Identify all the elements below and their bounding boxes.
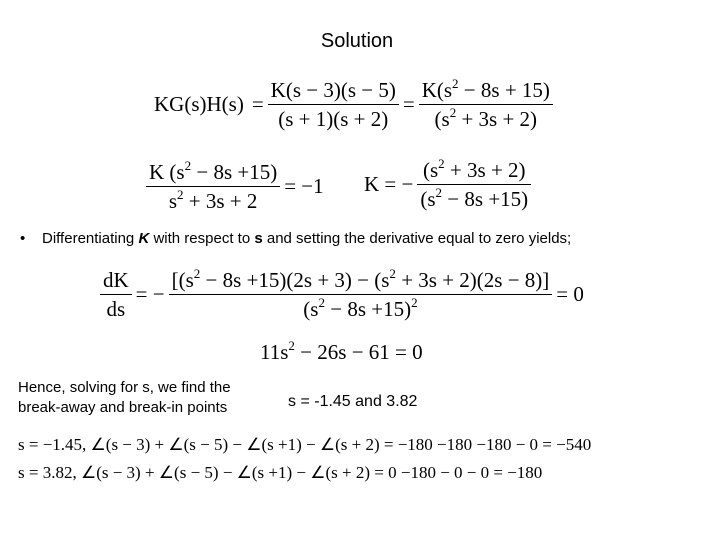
- eq4-ds: ds: [106, 297, 126, 322]
- equation-characteristic: [146, 157, 328, 214]
- equation-open-loop: [150, 75, 553, 132]
- eq1-frac1-denominator: (s + 1)(s + 2): [278, 107, 389, 132]
- eq3-den-exp: 2: [435, 185, 443, 201]
- hence-line-2: break-away and break-in points: [18, 399, 228, 416]
- eq1-frac2-numerator: [419, 75, 553, 105]
- eq1-equals: =: [251, 92, 264, 117]
- eq5-exp: 2: [288, 337, 295, 353]
- eq2-den-exp: 2: [177, 187, 184, 203]
- bullet-text-k: K: [138, 230, 150, 247]
- angle-check-1: s = −1.45, ∠(s − 3) + ∠(s − 5) − ∠(s +1) − ∠(s + 2) = −180 −180 −180 − 0 = −540: [18, 435, 592, 454]
- eq4-den-exp-1: 2: [318, 295, 325, 311]
- eq4-num-exp-2: 2: [389, 265, 396, 281]
- bullet-text-post: and setting the derivative equal to zero yields;: [262, 230, 572, 247]
- equation-derivative: [100, 265, 588, 322]
- eq1-frac2-num-b: − 8s + 15): [458, 78, 550, 102]
- eq4-num-exp-1: 2: [193, 265, 201, 281]
- eq4-equals: = −: [135, 282, 165, 307]
- answer-roots: s = -1.45 and 3.82: [288, 393, 418, 410]
- eq1-frac2-denominator: [419, 105, 553, 131]
- bullet-text-s: s: [254, 230, 263, 247]
- eq3-denominator: [417, 185, 531, 211]
- eq2-num-exp: 2: [184, 157, 192, 173]
- eq2-rhs: = −1: [284, 174, 324, 199]
- eq1-frac2-num-exp: 2: [452, 75, 459, 91]
- eq4-num-c: + 3s + 2)(2s − 8)]: [395, 268, 550, 292]
- eq3-num-a: (s: [422, 158, 439, 182]
- slide-title: Solution: [320, 30, 394, 52]
- eq2-den-b: + 3s + 2: [183, 189, 258, 214]
- eq3-fraction: [417, 155, 531, 212]
- eq2-den-a: s: [168, 189, 178, 214]
- eq2-num-a: K (s: [149, 160, 185, 184]
- eq1-frac2-den-a: (s: [434, 107, 450, 132]
- eq3-den-a: (s: [420, 187, 436, 212]
- eq4-denominator: [169, 295, 553, 321]
- hence-text: [18, 378, 231, 418]
- eq1-lhs: KG(s)H(s): [154, 92, 244, 117]
- eq1-frac1-numerator: K(s − 3)(s − 5): [268, 78, 399, 105]
- equation-quadratic: [260, 337, 423, 365]
- eq4-den-b: − 8s +15): [324, 297, 412, 322]
- eq4-numerator: [169, 265, 553, 295]
- bullet-text-mid: with respect to: [149, 230, 255, 247]
- eq1-frac2-num-a: K(s: [421, 78, 453, 102]
- eq1-fraction-1: [268, 78, 399, 131]
- eq4-fraction: [169, 265, 553, 322]
- eq4-dk: dK: [100, 268, 132, 295]
- eq4-num-a: [(s: [171, 268, 194, 292]
- eq4-rhs: = 0: [556, 282, 584, 307]
- eq3-den-b: − 8s +15): [442, 187, 529, 212]
- eq4-den-exp-2: 2: [411, 295, 418, 311]
- eq2-numerator: [146, 157, 280, 187]
- eq5-a: 11s: [260, 340, 289, 364]
- bullet-differentiating: [20, 230, 571, 247]
- eq1-fraction-2: [419, 75, 553, 132]
- eq1-equals-2: =: [402, 92, 415, 117]
- eq3-num-b: + 3s + 2): [444, 158, 526, 182]
- eq2-denominator: [146, 187, 280, 213]
- eq4-den-a: (s: [303, 297, 319, 322]
- eq5-b: − 26s − 61 = 0: [294, 340, 423, 364]
- eq4-num-b: − 8s +15)(2s + 3) − (s: [200, 268, 390, 292]
- angle-check-2: s = 3.82, ∠(s − 3) + ∠(s − 5) − ∠(s +1) − ∠(s + 2) = 0 −180 − 0 − 0 = −180: [18, 463, 543, 482]
- bullet-dot: •: [20, 230, 26, 247]
- eq3-num-exp: 2: [438, 155, 445, 171]
- eq1-frac2-den-exp: 2: [449, 105, 457, 121]
- eq3-numerator: [417, 155, 531, 185]
- bullet-text-pre: Differentiating: [42, 230, 139, 247]
- eq3-lhs: K = −: [364, 172, 414, 197]
- eq2-num-b: − 8s +15): [191, 160, 278, 184]
- eq4-dk-ds: [100, 268, 132, 321]
- eq2-fraction: [146, 157, 280, 214]
- eq1-frac2-den-b: + 3s + 2): [456, 107, 538, 132]
- equation-k: [360, 155, 531, 212]
- hence-line-1: Hence, solving for s, we find the: [18, 379, 231, 396]
